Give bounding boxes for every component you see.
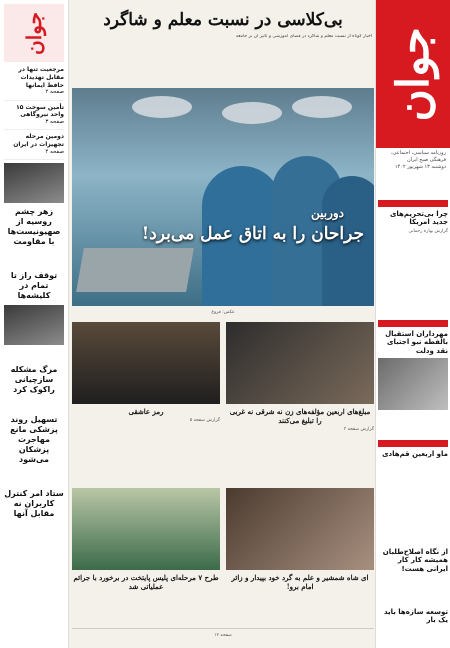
main-intro: اخبار کوتاه از نسبت معلم و شاگرد در فضای آموزشی و تاثیر آن بر جامعه — [235, 34, 372, 39]
right-story-title: از نگاه اصلاح‌طلبان همیشه کار کار ایرانی هست! — [382, 548, 448, 573]
left-logo[interactable] — [4, 4, 64, 62]
instrument-tray — [76, 248, 194, 292]
left-headline-2[interactable]: توقف راز تا تمام در کلیشه‌ها — [10, 271, 58, 300]
story-photo — [72, 322, 220, 404]
story-text: گزارش صفحه ۳ — [343, 427, 374, 433]
story-group[interactable] — [72, 322, 220, 424]
story-photo — [226, 488, 374, 570]
hero-photo[interactable] — [72, 88, 374, 306]
left-brief[interactable]: مرجعیت تنها در مقابل تهدیدات حافظ ایمانها صفحه ۲ — [4, 66, 64, 101]
left-headline-5[interactable]: ستاد امر کنترل کاربران نه مقابل آنها — [4, 489, 64, 518]
left-headline-3[interactable]: مرگ مشکله سازچیانی راکوک کرد — [10, 365, 58, 394]
masthead-logo-text: جوان — [387, 26, 439, 122]
left-headline-4[interactable]: تسهیل روند پزشکی مانع مهاجرت پزشکان می‌شود — [10, 415, 58, 464]
right-story-1[interactable] — [378, 200, 448, 235]
story-photo — [72, 488, 220, 570]
story-ceremony[interactable] — [226, 488, 374, 591]
main-column — [72, 0, 374, 648]
story-officials[interactable] — [226, 322, 374, 433]
right-story-title: ماو اربعین قم‌هادی — [382, 450, 448, 458]
surgical-lamp — [292, 96, 352, 118]
right-story-text: گزارش بهاره رحمانی — [408, 228, 448, 234]
hero-caption: عکس: فروغ — [211, 310, 235, 315]
story-title: طرح ۷ مرحله‌ای پلیس پایتخت در برخورد با جرائم عملیاتی شد — [73, 573, 219, 592]
right-story-4[interactable] — [378, 545, 448, 573]
story-title: مبلغ‌های اربعین مؤلفه‌های زن نه شرقی نه غربی را تبلیغ می‌کنند — [229, 407, 371, 426]
left-photo-meeting — [4, 163, 64, 203]
right-story-3[interactable] — [378, 440, 448, 458]
right-story-title: چرا بی‌تحریم‌های جدید امریکا — [390, 210, 448, 227]
left-brief[interactable]: دومین مرحله تجهیزات در ایران صفحه ۴ — [4, 133, 64, 160]
story-text: گزارش صفحه ۵ — [189, 418, 220, 424]
right-story-2[interactable] — [378, 320, 448, 410]
right-section-bar — [378, 320, 448, 327]
left-logo-text: جوان — [22, 11, 46, 55]
right-story-title: مهرداران استقبال بالفطه نبو اجتبای نقد ودلت — [385, 330, 448, 355]
right-story-title: توسعه سازه‌ها باید یک بار — [383, 608, 448, 625]
masthead-logo[interactable] — [376, 0, 450, 148]
right-story-image — [378, 358, 448, 410]
story-photo — [226, 322, 374, 404]
left-headline-1[interactable]: زهر چشم روسیه از صهیونیست‌ها با مقاومت — [7, 207, 61, 246]
right-column — [375, 0, 450, 648]
bottom-strip: صفحه ۱۲ — [72, 628, 374, 648]
left-photo-cleric — [4, 305, 64, 345]
right-section-bar — [378, 440, 448, 447]
story-title: رمز عاشقی — [128, 407, 164, 416]
main-headline[interactable]: بی‌کلاسی در نسبت معلم و شاگرد — [103, 10, 343, 30]
story-police[interactable] — [72, 488, 220, 591]
left-column — [0, 0, 69, 648]
hero-kicker: دوربین — [310, 206, 344, 220]
right-section-bar — [378, 200, 448, 207]
surgical-lamp — [222, 102, 282, 124]
right-story-5[interactable] — [378, 605, 448, 625]
story-title: ای شاه شمشیر و علم به گرد خود بپیدار و زائر امام برو! — [231, 573, 369, 592]
left-brief[interactable]: تأمین سوخت ۱۵ واحد نیروگاهی صفحه ۳ — [4, 104, 64, 131]
issue-meta: روزنامه سیاسی، اجتماعی، فرهنگی صبح ایران دوشنبه ۱۳ شهریور ۱۴۰۲ — [390, 150, 446, 170]
surgical-lamp — [132, 96, 192, 118]
hero-title: جراحان را به اتاق عمل می‌برد! — [141, 224, 364, 244]
